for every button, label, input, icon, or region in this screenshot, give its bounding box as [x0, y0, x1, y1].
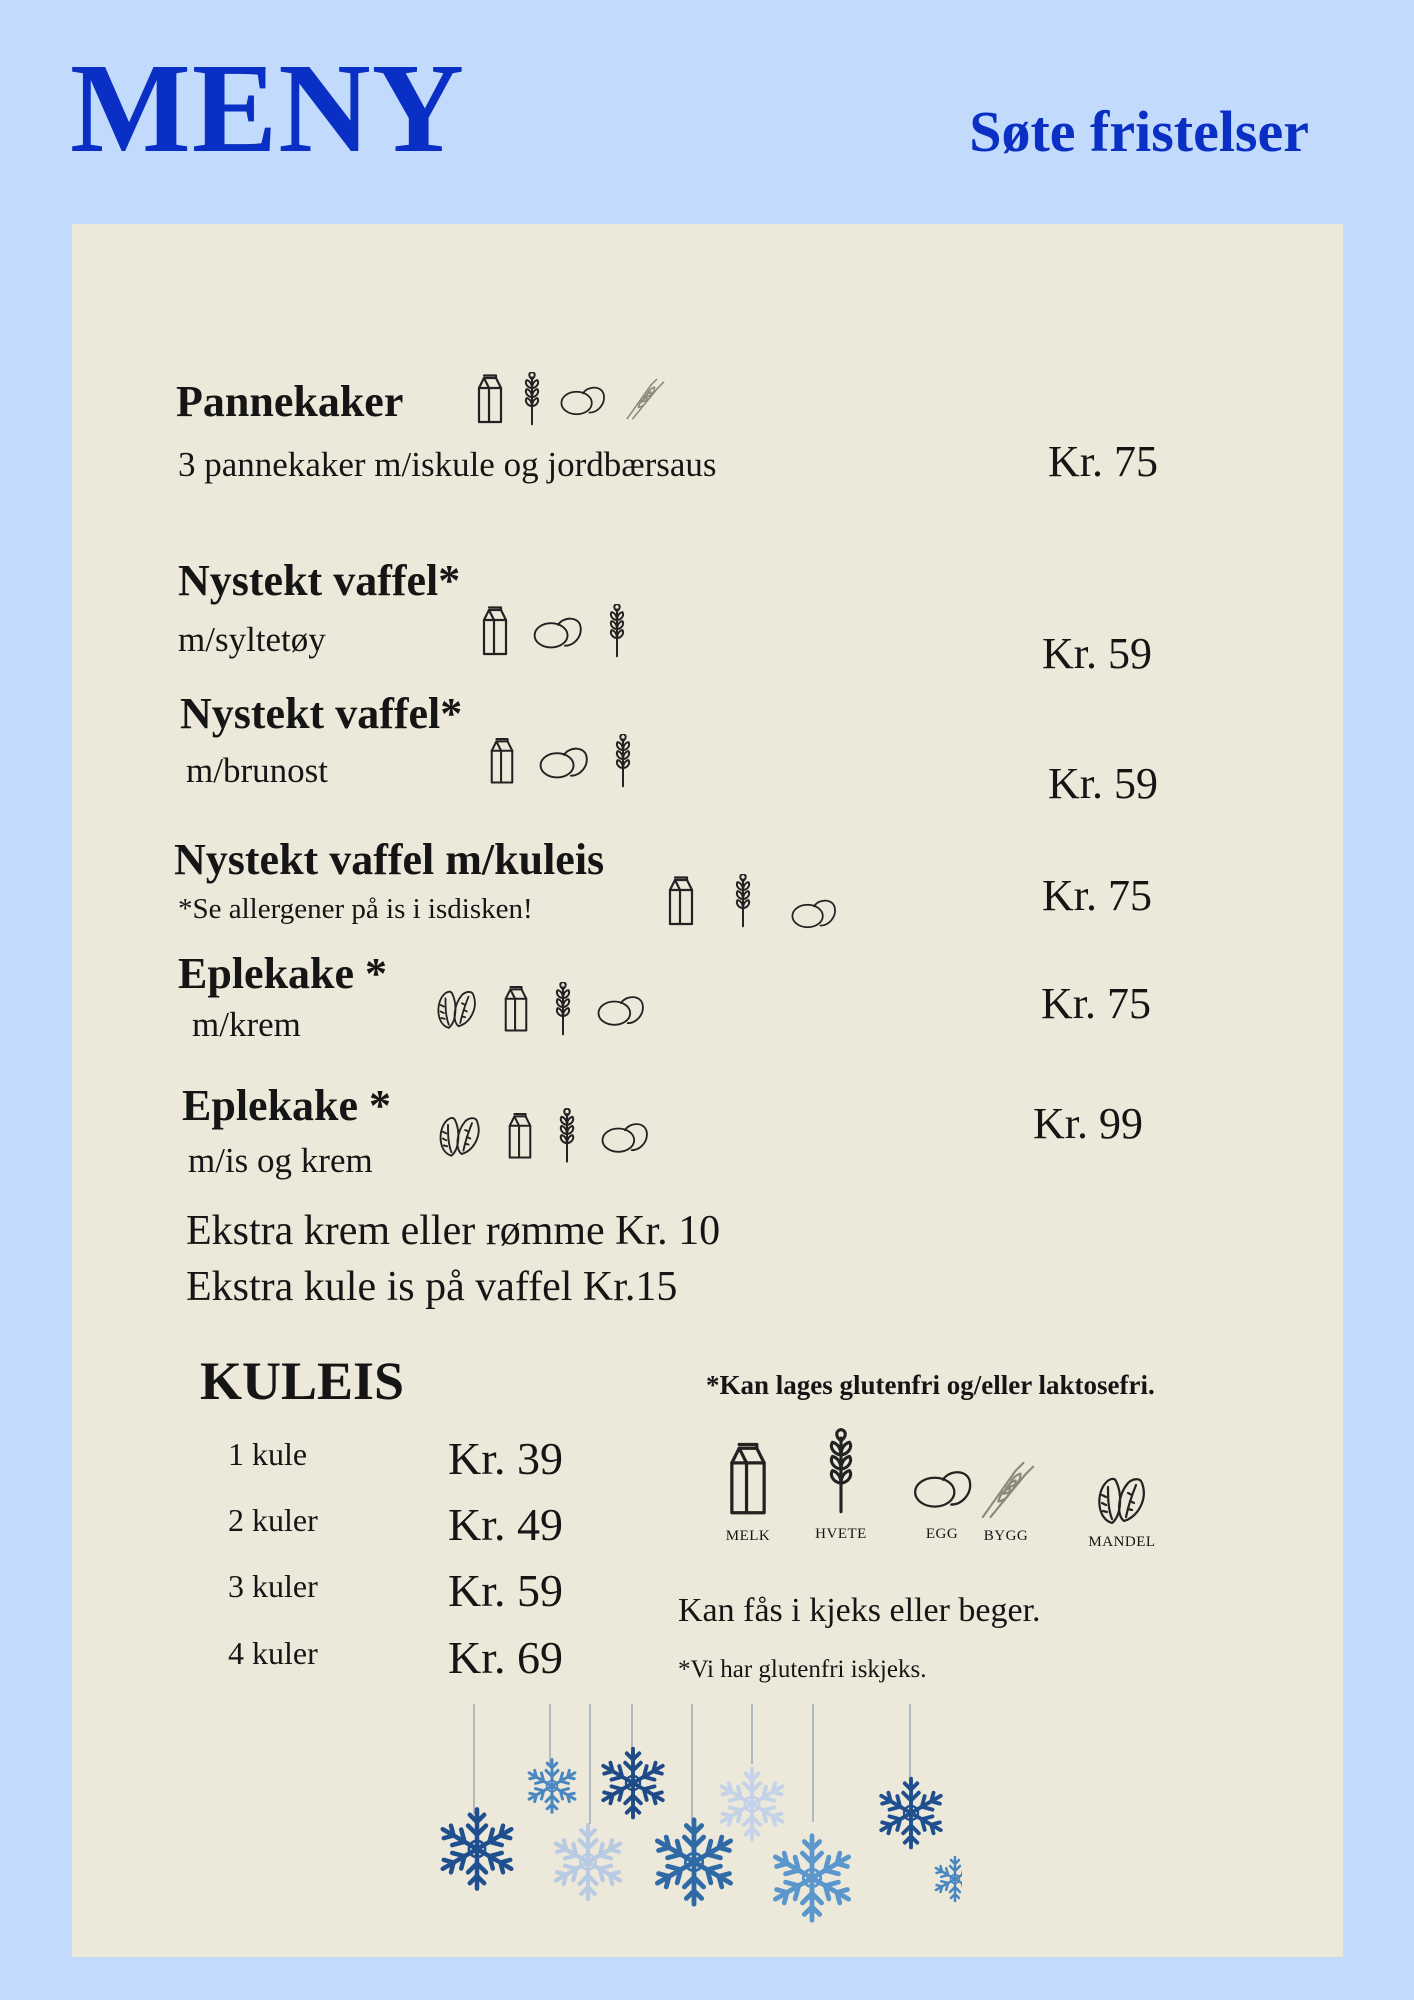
allergen-icons — [480, 604, 628, 658]
ice-scoop-label: 2 kuler — [228, 1502, 318, 1538]
wheat-icon — [612, 734, 634, 788]
legend-label: EGG — [925, 1526, 959, 1542]
milk-icon — [475, 373, 505, 425]
allergen-icons — [666, 870, 838, 932]
wheat-icon — [556, 1108, 578, 1164]
snowflake-icon — [526, 1760, 578, 1813]
almond-icon — [1082, 1474, 1162, 1526]
wheat-icon — [732, 874, 754, 928]
egg-icon — [559, 380, 607, 418]
egg-icon — [912, 1456, 972, 1518]
ice-scoop-price: Kr. 59 — [448, 1565, 563, 1616]
item-price: Kr. 75 — [1042, 871, 1152, 920]
ice-scoop-label: 4 kuler — [228, 1635, 318, 1671]
legend-almond — [1082, 1474, 1162, 1551]
milk-icon — [666, 874, 696, 928]
item-description: m/syltetøy — [178, 620, 326, 659]
wheat-icon — [806, 1426, 876, 1518]
legend-barley — [976, 1460, 1036, 1545]
serving-note: Kan fås i kjeks eller beger. — [678, 1592, 1041, 1629]
barley-icon — [976, 1460, 1036, 1520]
ice-scoop-label: 3 kuler — [228, 1568, 318, 1604]
item-name: Eplekake * — [178, 949, 388, 998]
ice-scoop-price: Kr. 69 — [448, 1632, 563, 1683]
ice-scoop-price: Kr. 39 — [448, 1433, 563, 1484]
legend-label: BYGG — [983, 1528, 1029, 1544]
item-description: m/krem — [192, 1005, 301, 1044]
legend-egg — [912, 1456, 972, 1543]
menu-panel — [72, 224, 1343, 1957]
legend-label: MELK — [725, 1528, 771, 1544]
milk-icon — [480, 605, 510, 657]
snowflake-icon — [599, 1749, 666, 1818]
item-price: Kr. 75 — [1048, 437, 1158, 486]
gluten-free-cone-note: *Vi har glutenfri iskjeks. — [678, 1656, 927, 1683]
egg-icon — [538, 739, 590, 783]
legend-label: HVETE — [815, 1526, 867, 1542]
snowflake-icon — [653, 1820, 736, 1904]
snowflake-icon — [718, 1769, 787, 1839]
allergen-icons — [434, 982, 646, 1036]
egg-icon — [596, 987, 646, 1031]
wheat-icon — [521, 372, 543, 426]
allergen-icons — [488, 734, 634, 788]
ice-scoop-price: Kr. 49 — [448, 1499, 563, 1550]
egg-icon — [600, 1114, 650, 1158]
item-description: m/brunost — [186, 751, 328, 790]
legend-milk — [718, 1438, 778, 1545]
almond-icon — [434, 987, 480, 1031]
item-name: Eplekake * — [182, 1081, 392, 1130]
gluten-note: *Kan lages glutenfri og/eller laktosefri. — [706, 1370, 1155, 1400]
wheat-icon — [606, 604, 628, 658]
item-price: Kr. 75 — [1041, 979, 1151, 1028]
snowflake-icon — [877, 1779, 944, 1848]
barley-icon — [623, 374, 665, 424]
extra-line: Ekstra kule is på vaffel Kr.15 — [186, 1264, 678, 1310]
milk-icon — [718, 1438, 778, 1520]
item-description: 3 pannekaker m/iskule og jordbærsaus — [178, 445, 717, 484]
item-name: Nystekt vaffel* — [180, 689, 463, 738]
wheat-icon — [552, 982, 574, 1036]
item-description: *Se allergener på is i isdisken! — [178, 893, 533, 925]
allergen-icons — [436, 1108, 650, 1164]
allergen-icons — [475, 372, 665, 426]
menu-title: MENY — [70, 37, 466, 179]
snowflake-icon — [771, 1836, 854, 1920]
legend-wheat — [806, 1426, 876, 1543]
item-name: Pannekaker — [176, 377, 404, 426]
snowflake-icon — [933, 1857, 962, 1901]
snowflake-decoration — [432, 1704, 962, 1934]
egg-icon — [790, 892, 838, 932]
egg-icon — [532, 609, 584, 653]
snowflake-icon — [438, 1809, 516, 1888]
milk-icon — [502, 983, 530, 1035]
almond-icon — [436, 1113, 484, 1159]
menu-subtitle: Søte fristelser — [969, 99, 1309, 164]
item-price: Kr. 59 — [1048, 759, 1158, 808]
milk-icon — [488, 735, 516, 787]
milk-icon — [506, 1110, 534, 1162]
item-name: Nystekt vaffel* — [178, 556, 461, 605]
item-name: Nystekt vaffel m/kuleis — [174, 835, 605, 884]
item-price: Kr. 59 — [1042, 629, 1152, 678]
extra-line: Ekstra krem eller rømme Kr. 10 — [186, 1208, 721, 1254]
snowflake-icon — [552, 1825, 624, 1899]
item-price: Kr. 99 — [1033, 1099, 1143, 1148]
item-description: m/is og krem — [188, 1141, 373, 1180]
ice-scoop-label: 1 kule — [228, 1436, 308, 1472]
kuleis-heading: KULEIS — [200, 1351, 405, 1411]
legend-label: MANDEL — [1088, 1534, 1156, 1550]
